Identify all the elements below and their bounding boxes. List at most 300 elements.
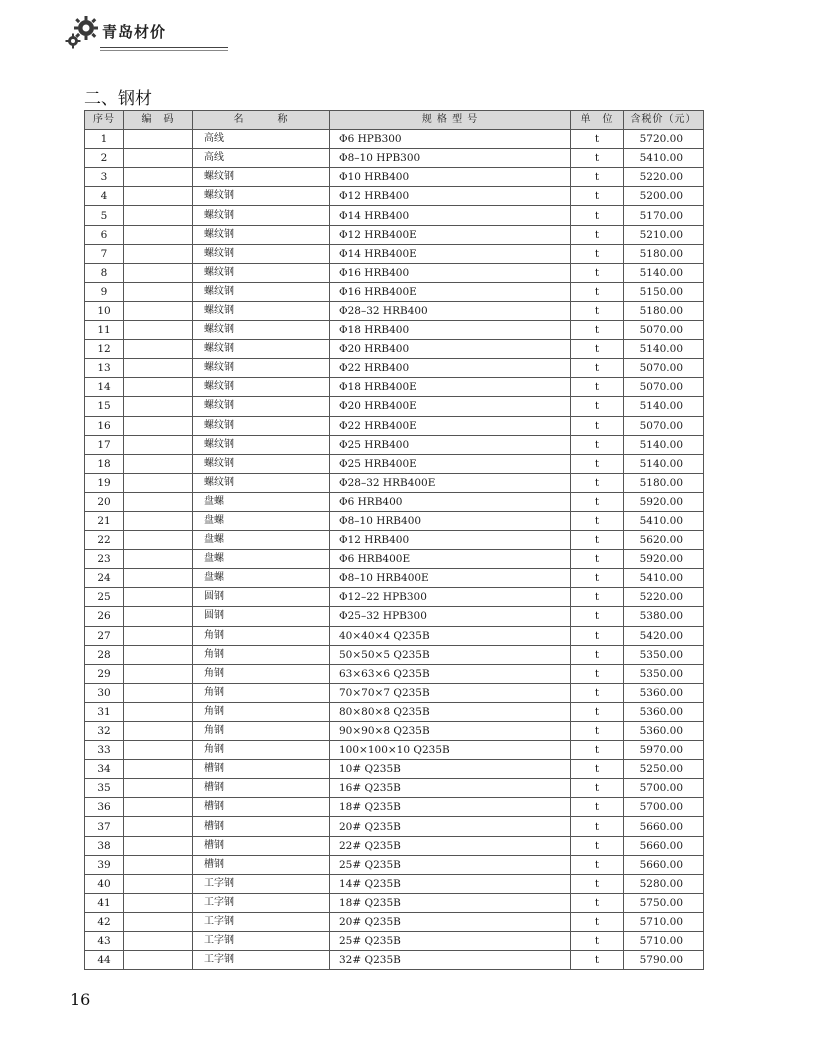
- table-row: [85, 454, 704, 473]
- row-spec: Φ6 HRB400E: [330, 550, 571, 569]
- gear-icon: [64, 14, 100, 50]
- row-unit: t: [571, 397, 624, 416]
- row-unit: t: [571, 473, 624, 492]
- row-unit: t: [571, 702, 624, 721]
- row-unit: t: [571, 817, 624, 836]
- table-row: [85, 702, 704, 721]
- row-spec: 18# Q235B: [330, 798, 571, 817]
- section-title: 二、钢材: [84, 89, 152, 109]
- row-unit: t: [571, 282, 624, 301]
- col-header-price: 含税价（元）: [624, 111, 704, 130]
- row-code: [124, 550, 193, 569]
- row-price: 5180.00: [624, 473, 704, 492]
- row-index: 6: [85, 225, 124, 244]
- row-code: [124, 607, 193, 626]
- row-name: 角钢: [193, 626, 330, 645]
- row-spec: Φ12 HRB400: [330, 187, 571, 206]
- row-price: 5140.00: [624, 435, 704, 454]
- col-header-index: 序号: [85, 111, 124, 130]
- page-header: [64, 14, 174, 52]
- row-index: 19: [85, 473, 124, 492]
- row-price: 5180.00: [624, 244, 704, 263]
- row-index: 11: [85, 321, 124, 340]
- row-name: 槽钢: [193, 798, 330, 817]
- row-price: 5360.00: [624, 683, 704, 702]
- row-price: 5350.00: [624, 645, 704, 664]
- row-code: [124, 397, 193, 416]
- row-code: [124, 855, 193, 874]
- row-price: 5150.00: [624, 282, 704, 301]
- row-name: 螺纹钢: [193, 321, 330, 340]
- row-code: [124, 263, 193, 282]
- row-name: 角钢: [193, 645, 330, 664]
- row-code: [124, 912, 193, 931]
- row-unit: t: [571, 454, 624, 473]
- row-unit: t: [571, 836, 624, 855]
- table-row: [85, 932, 704, 951]
- table-row: [85, 130, 704, 149]
- row-unit: t: [571, 206, 624, 225]
- row-index: 4: [85, 187, 124, 206]
- table-row: [85, 340, 704, 359]
- row-spec: 32# Q235B: [330, 951, 571, 970]
- row-index: 37: [85, 817, 124, 836]
- row-spec: Φ16 HRB400: [330, 263, 571, 282]
- row-price: 5140.00: [624, 263, 704, 282]
- row-unit: t: [571, 321, 624, 340]
- row-name: 盘螺: [193, 569, 330, 588]
- row-name: 螺纹钢: [193, 397, 330, 416]
- row-unit: t: [571, 416, 624, 435]
- row-price: 5070.00: [624, 416, 704, 435]
- row-index: 5: [85, 206, 124, 225]
- row-index: 7: [85, 244, 124, 263]
- row-index: 40: [85, 874, 124, 893]
- row-index: 32: [85, 722, 124, 741]
- table-row: [85, 225, 704, 244]
- row-index: 14: [85, 378, 124, 397]
- row-unit: t: [571, 607, 624, 626]
- header-rule: [100, 50, 228, 51]
- table-row: [85, 378, 704, 397]
- row-price: 5070.00: [624, 321, 704, 340]
- row-price: 5410.00: [624, 149, 704, 168]
- row-code: [124, 378, 193, 397]
- row-spec: 63×63×6 Q235B: [330, 664, 571, 683]
- row-name: 槽钢: [193, 836, 330, 855]
- row-spec: 20# Q235B: [330, 817, 571, 836]
- row-price: 5720.00: [624, 130, 704, 149]
- row-name: 螺纹钢: [193, 416, 330, 435]
- row-code: [124, 951, 193, 970]
- row-price: 5710.00: [624, 912, 704, 931]
- row-unit: t: [571, 263, 624, 282]
- row-price: 5360.00: [624, 722, 704, 741]
- row-price: 5140.00: [624, 340, 704, 359]
- table-header-row: [85, 111, 704, 130]
- table-row: [85, 760, 704, 779]
- row-index: 25: [85, 588, 124, 607]
- row-name: 圆钢: [193, 588, 330, 607]
- row-price: 5220.00: [624, 168, 704, 187]
- row-price: 5070.00: [624, 359, 704, 378]
- row-unit: t: [571, 951, 624, 970]
- table-row: [85, 187, 704, 206]
- row-unit: t: [571, 511, 624, 530]
- row-index: 34: [85, 760, 124, 779]
- row-name: 盘螺: [193, 550, 330, 569]
- row-spec: Φ8–10 HRB400E: [330, 569, 571, 588]
- row-price: 5970.00: [624, 741, 704, 760]
- row-name: 螺纹钢: [193, 225, 330, 244]
- row-code: [124, 416, 193, 435]
- table-row: [85, 263, 704, 282]
- row-unit: t: [571, 301, 624, 320]
- row-price: 5280.00: [624, 874, 704, 893]
- row-code: [124, 187, 193, 206]
- row-spec: Φ12–22 HPB300: [330, 588, 571, 607]
- row-code: [124, 168, 193, 187]
- row-index: 33: [85, 741, 124, 760]
- row-code: [124, 454, 193, 473]
- table-row: [85, 664, 704, 683]
- row-code: [124, 531, 193, 550]
- row-index: 24: [85, 569, 124, 588]
- row-index: 21: [85, 511, 124, 530]
- row-code: [124, 779, 193, 798]
- row-spec: Φ6 HPB300: [330, 130, 571, 149]
- row-code: [124, 206, 193, 225]
- row-index: 26: [85, 607, 124, 626]
- row-unit: t: [571, 798, 624, 817]
- row-unit: t: [571, 932, 624, 951]
- row-index: 29: [85, 664, 124, 683]
- table-row: [85, 855, 704, 874]
- table-row: [85, 397, 704, 416]
- row-code: [124, 359, 193, 378]
- row-price: 5360.00: [624, 702, 704, 721]
- table-row: [85, 359, 704, 378]
- row-index: 35: [85, 779, 124, 798]
- row-name: 角钢: [193, 741, 330, 760]
- row-spec: 80×80×8 Q235B: [330, 702, 571, 721]
- row-spec: Φ22 HRB400E: [330, 416, 571, 435]
- row-unit: t: [571, 225, 624, 244]
- table-row: [85, 683, 704, 702]
- row-index: 42: [85, 912, 124, 931]
- row-unit: t: [571, 760, 624, 779]
- row-code: [124, 893, 193, 912]
- row-unit: t: [571, 683, 624, 702]
- row-code: [124, 683, 193, 702]
- row-index: 8: [85, 263, 124, 282]
- row-code: [124, 874, 193, 893]
- col-header-code: 编 码: [124, 111, 193, 130]
- row-price: 5410.00: [624, 511, 704, 530]
- row-spec: Φ18 HRB400E: [330, 378, 571, 397]
- row-price: 5220.00: [624, 588, 704, 607]
- row-price: 5660.00: [624, 836, 704, 855]
- table-row: [85, 741, 704, 760]
- row-code: [124, 301, 193, 320]
- row-name: 螺纹钢: [193, 263, 330, 282]
- row-unit: t: [571, 531, 624, 550]
- row-unit: t: [571, 588, 624, 607]
- table-row: [85, 569, 704, 588]
- table-row: [85, 149, 704, 168]
- row-index: 12: [85, 340, 124, 359]
- row-code: [124, 722, 193, 741]
- price-table: [84, 110, 704, 970]
- row-unit: t: [571, 492, 624, 511]
- row-index: 18: [85, 454, 124, 473]
- row-price: 5140.00: [624, 454, 704, 473]
- row-name: 工字钢: [193, 893, 330, 912]
- row-index: 17: [85, 435, 124, 454]
- row-price: 5350.00: [624, 664, 704, 683]
- row-index: 44: [85, 951, 124, 970]
- row-unit: t: [571, 874, 624, 893]
- row-index: 27: [85, 626, 124, 645]
- row-index: 36: [85, 798, 124, 817]
- row-unit: t: [571, 435, 624, 454]
- row-name: 工字钢: [193, 912, 330, 931]
- row-price: 5250.00: [624, 760, 704, 779]
- row-code: [124, 473, 193, 492]
- row-unit: t: [571, 569, 624, 588]
- row-index: 20: [85, 492, 124, 511]
- row-name: 角钢: [193, 683, 330, 702]
- header-rule: [100, 47, 228, 48]
- row-index: 15: [85, 397, 124, 416]
- row-index: 1: [85, 130, 124, 149]
- row-price: 5070.00: [624, 378, 704, 397]
- row-name: 角钢: [193, 722, 330, 741]
- row-name: 螺纹钢: [193, 244, 330, 263]
- row-name: 螺纹钢: [193, 301, 330, 320]
- row-code: [124, 932, 193, 951]
- table-body: [85, 130, 704, 970]
- table-row: [85, 168, 704, 187]
- row-spec: Φ14 HRB400E: [330, 244, 571, 263]
- row-name: 工字钢: [193, 874, 330, 893]
- table-row: [85, 244, 704, 263]
- row-spec: Φ6 HRB400: [330, 492, 571, 511]
- row-spec: 90×90×8 Q235B: [330, 722, 571, 741]
- row-spec: 22# Q235B: [330, 836, 571, 855]
- row-spec: Φ28–32 HRB400: [330, 301, 571, 320]
- row-unit: t: [571, 779, 624, 798]
- row-name: 盘螺: [193, 511, 330, 530]
- row-spec: Φ22 HRB400: [330, 359, 571, 378]
- row-price: 5410.00: [624, 569, 704, 588]
- row-code: [124, 626, 193, 645]
- col-header-spec: 规 格 型 号: [330, 111, 571, 130]
- row-name: 角钢: [193, 702, 330, 721]
- row-spec: Φ12 HRB400: [330, 531, 571, 550]
- row-spec: 25# Q235B: [330, 855, 571, 874]
- row-unit: t: [571, 149, 624, 168]
- row-spec: Φ18 HRB400: [330, 321, 571, 340]
- row-unit: t: [571, 130, 624, 149]
- row-code: [124, 798, 193, 817]
- row-code: [124, 569, 193, 588]
- row-unit: t: [571, 378, 624, 397]
- table-row: [85, 301, 704, 320]
- row-unit: t: [571, 741, 624, 760]
- table-row: [85, 607, 704, 626]
- row-spec: Φ14 HRB400: [330, 206, 571, 225]
- row-spec: Φ20 HRB400E: [330, 397, 571, 416]
- row-code: [124, 702, 193, 721]
- table-row: [85, 874, 704, 893]
- row-spec: Φ20 HRB400: [330, 340, 571, 359]
- row-unit: t: [571, 340, 624, 359]
- row-code: [124, 340, 193, 359]
- page-number: 16: [70, 990, 91, 1009]
- row-code: [124, 817, 193, 836]
- row-name: 螺纹钢: [193, 206, 330, 225]
- row-spec: 16# Q235B: [330, 779, 571, 798]
- table-row: [85, 492, 704, 511]
- row-unit: t: [571, 187, 624, 206]
- table-row: [85, 951, 704, 970]
- row-code: [124, 741, 193, 760]
- row-spec: 18# Q235B: [330, 893, 571, 912]
- row-name: 螺纹钢: [193, 378, 330, 397]
- row-index: 9: [85, 282, 124, 301]
- row-name: 螺纹钢: [193, 340, 330, 359]
- row-spec: 50×50×5 Q235B: [330, 645, 571, 664]
- table-row: [85, 321, 704, 340]
- table-row: [85, 206, 704, 225]
- row-price: 5920.00: [624, 550, 704, 569]
- row-spec: 70×70×7 Q235B: [330, 683, 571, 702]
- table-row: [85, 798, 704, 817]
- row-index: 23: [85, 550, 124, 569]
- row-spec: 10# Q235B: [330, 760, 571, 779]
- row-price: 5180.00: [624, 301, 704, 320]
- row-unit: t: [571, 664, 624, 683]
- table-row: [85, 893, 704, 912]
- row-unit: t: [571, 645, 624, 664]
- row-name: 槽钢: [193, 779, 330, 798]
- row-index: 38: [85, 836, 124, 855]
- row-code: [124, 282, 193, 301]
- row-code: [124, 664, 193, 683]
- row-name: 盘螺: [193, 492, 330, 511]
- row-price: 5420.00: [624, 626, 704, 645]
- row-code: [124, 836, 193, 855]
- row-spec: Φ28–32 HRB400E: [330, 473, 571, 492]
- row-name: 工字钢: [193, 932, 330, 951]
- row-name: 高线: [193, 130, 330, 149]
- row-name: 螺纹钢: [193, 168, 330, 187]
- row-spec: 25# Q235B: [330, 932, 571, 951]
- row-price: 5750.00: [624, 893, 704, 912]
- row-spec: 20# Q235B: [330, 912, 571, 931]
- row-index: 43: [85, 932, 124, 951]
- row-name: 盘螺: [193, 531, 330, 550]
- row-name: 工字钢: [193, 951, 330, 970]
- row-index: 30: [85, 683, 124, 702]
- row-spec: 100×100×10 Q235B: [330, 741, 571, 760]
- row-price: 5700.00: [624, 779, 704, 798]
- table-row: [85, 511, 704, 530]
- row-code: [124, 244, 193, 263]
- row-price: 5700.00: [624, 798, 704, 817]
- row-unit: t: [571, 550, 624, 569]
- row-name: 高线: [193, 149, 330, 168]
- row-price: 5170.00: [624, 206, 704, 225]
- row-unit: t: [571, 626, 624, 645]
- row-price: 5710.00: [624, 932, 704, 951]
- row-spec: Φ12 HRB400E: [330, 225, 571, 244]
- row-index: 16: [85, 416, 124, 435]
- row-index: 39: [85, 855, 124, 874]
- row-spec: Φ10 HRB400: [330, 168, 571, 187]
- row-price: 5210.00: [624, 225, 704, 244]
- table-row: [85, 435, 704, 454]
- row-spec: Φ16 HRB400E: [330, 282, 571, 301]
- row-unit: t: [571, 722, 624, 741]
- row-code: [124, 511, 193, 530]
- table-row: [85, 531, 704, 550]
- row-price: 5380.00: [624, 607, 704, 626]
- row-name: 槽钢: [193, 760, 330, 779]
- row-price: 5660.00: [624, 855, 704, 874]
- table-row: [85, 912, 704, 931]
- row-unit: t: [571, 359, 624, 378]
- row-spec: 40×40×4 Q235B: [330, 626, 571, 645]
- row-code: [124, 225, 193, 244]
- row-spec: Φ8–10 HPB300: [330, 149, 571, 168]
- row-price: 5200.00: [624, 187, 704, 206]
- table-row: [85, 817, 704, 836]
- row-name: 槽钢: [193, 855, 330, 874]
- row-spec: Φ25 HRB400E: [330, 454, 571, 473]
- table-row: [85, 836, 704, 855]
- row-index: 10: [85, 301, 124, 320]
- row-index: 3: [85, 168, 124, 187]
- row-price: 5620.00: [624, 531, 704, 550]
- row-spec: Φ8–10 HRB400: [330, 511, 571, 530]
- table-row: [85, 722, 704, 741]
- row-unit: t: [571, 244, 624, 263]
- row-name: 螺纹钢: [193, 454, 330, 473]
- row-index: 2: [85, 149, 124, 168]
- table-row: [85, 550, 704, 569]
- row-unit: t: [571, 893, 624, 912]
- row-name: 圆钢: [193, 607, 330, 626]
- row-code: [124, 645, 193, 664]
- row-price: 5140.00: [624, 397, 704, 416]
- row-index: 22: [85, 531, 124, 550]
- row-code: [124, 149, 193, 168]
- row-index: 41: [85, 893, 124, 912]
- row-price: 5790.00: [624, 951, 704, 970]
- row-price: 5660.00: [624, 817, 704, 836]
- row-price: 5920.00: [624, 492, 704, 511]
- table-row: [85, 282, 704, 301]
- row-spec: Φ25 HRB400: [330, 435, 571, 454]
- row-name: 螺纹钢: [193, 435, 330, 454]
- table-row: [85, 588, 704, 607]
- col-header-unit: 单 位: [571, 111, 624, 130]
- row-name: 螺纹钢: [193, 359, 330, 378]
- row-name: 螺纹钢: [193, 187, 330, 206]
- brand-name: 青岛材价: [102, 23, 167, 41]
